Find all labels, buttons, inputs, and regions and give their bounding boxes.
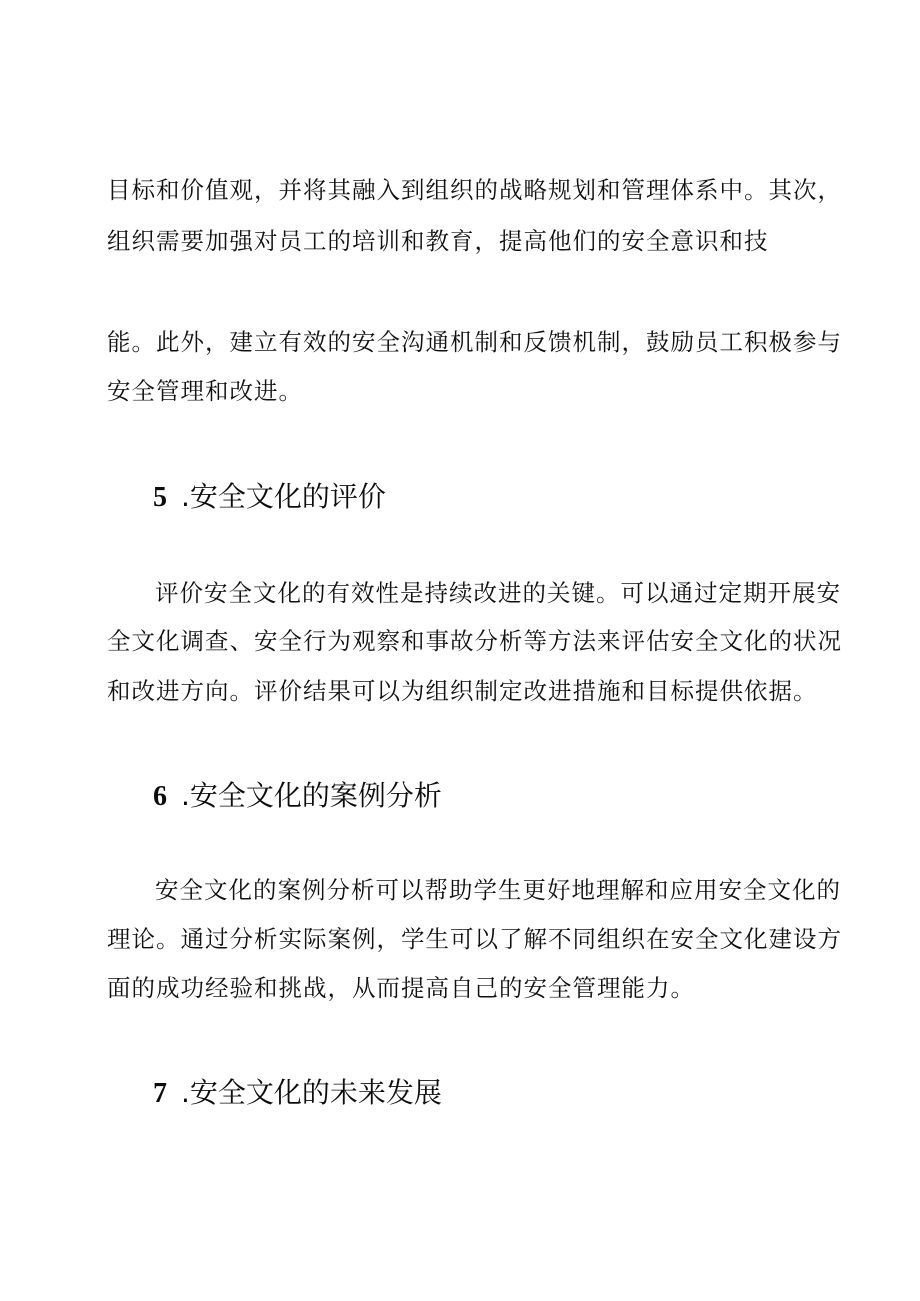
body-text-line: 组织需要加强对员工的培训和教育，提高他们的安全意识和技: [107, 227, 769, 255]
section-title: .安全文化的案例分析: [181, 779, 442, 812]
section-number: 5: [153, 482, 167, 513]
section-heading-5: [153, 479, 386, 516]
section-title: .安全文化的评价: [181, 480, 386, 513]
body-text-line: 全文化调查、安全行为观察和事故分析等方法来评估安全文化的状况: [107, 627, 842, 655]
section-heading-6: [153, 778, 442, 815]
section-heading-7: [153, 1075, 442, 1112]
body-text-line: 能。此外，建立有效的安全沟通机制和反馈机制，鼓励员工积极参与: [107, 328, 842, 356]
body-text-line: 面的成功经验和挑战，从而提高自己的安全管理能力。: [107, 974, 695, 1002]
section-title: .安全文化的未来发展: [181, 1076, 442, 1109]
body-text-line: 评价安全文化的有效性是持续改进的关键。可以通过定期开展安: [155, 579, 841, 607]
body-text-line: 理论。通过分析实际案例，学生可以了解不同组织在安全文化建设方: [107, 925, 842, 953]
section-number: 6: [153, 781, 167, 812]
body-text-line: 安全管理和改进。: [107, 377, 303, 405]
section-number: 7: [153, 1078, 167, 1109]
body-text-line: 安全文化的案例分析可以帮助学生更好地理解和应用安全文化的: [155, 876, 841, 904]
body-text-line: 和改进方向。评价结果可以为组织制定改进措施和目标提供依据。: [107, 677, 818, 705]
body-text-line: 目标和价值观，并将其融入到组织的战略规划和管理体系中。其次，: [107, 176, 842, 204]
